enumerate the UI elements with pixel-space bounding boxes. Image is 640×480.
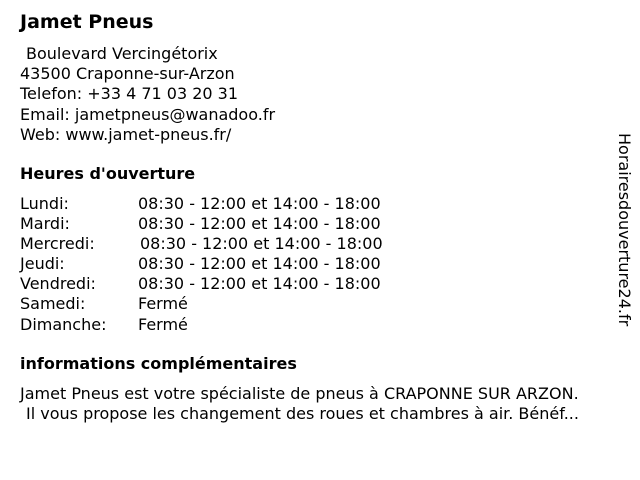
opening-hours-heading: Heures d'ouverture bbox=[20, 164, 196, 183]
hours-value: Fermé bbox=[138, 294, 188, 314]
hours-row-friday bbox=[20, 274, 440, 294]
hours-row-monday bbox=[20, 194, 440, 214]
website: Web: www.jamet-pneus.fr/ bbox=[20, 124, 232, 144]
day-label: Vendredi: bbox=[20, 274, 96, 294]
hours-value: 08:30 - 12:00 et 14:00 - 18:00 bbox=[138, 194, 381, 213]
day-label: Mercredi: bbox=[20, 234, 95, 254]
business-description bbox=[20, 384, 579, 424]
hours-row-sunday bbox=[20, 315, 440, 335]
street-address: Boulevard Vercingétorix bbox=[26, 44, 218, 63]
description-line: Jamet Pneus est votre spécialiste de pneus à CRAPONNE SUR ARZON. bbox=[20, 384, 579, 403]
description-line: Il vous propose les changement des roues et chambres à air. Bénéf... bbox=[26, 404, 579, 423]
day-label: Samedi: bbox=[20, 294, 86, 314]
opening-hours-table bbox=[20, 194, 440, 335]
day-label: Lundi: bbox=[20, 194, 69, 213]
business-name: Jamet Pneus bbox=[20, 11, 154, 33]
address-block bbox=[20, 44, 275, 145]
additional-info-heading: informations complémentaires bbox=[20, 354, 297, 373]
hours-row-wednesday bbox=[20, 234, 440, 254]
hours-value: 08:30 - 12:00 et 14:00 - 18:00 bbox=[138, 254, 381, 274]
day-label: Jeudi: bbox=[20, 254, 65, 274]
hours-row-saturday bbox=[20, 294, 440, 314]
email-address: Email: jametpneus@wanadoo.fr bbox=[20, 104, 276, 124]
site-watermark: Horairesdouverture24.fr bbox=[615, 133, 634, 327]
day-label: Dimanche: bbox=[20, 314, 107, 334]
phone-number: Telefon: +33 4 71 03 20 31 bbox=[20, 84, 239, 104]
hours-row-tuesday bbox=[20, 214, 440, 234]
hours-row-thursday bbox=[20, 254, 440, 274]
day-label: Mardi: bbox=[20, 214, 70, 234]
city-address: 43500 Craponne-sur-Arzon bbox=[20, 64, 235, 84]
hours-value: Fermé bbox=[138, 314, 188, 334]
hours-value: 08:30 - 12:00 et 14:00 - 18:00 bbox=[138, 274, 381, 294]
hours-value: 08:30 - 12:00 et 14:00 - 18:00 bbox=[138, 214, 381, 234]
hours-value: 08:30 - 12:00 et 14:00 - 18:00 bbox=[140, 234, 383, 254]
